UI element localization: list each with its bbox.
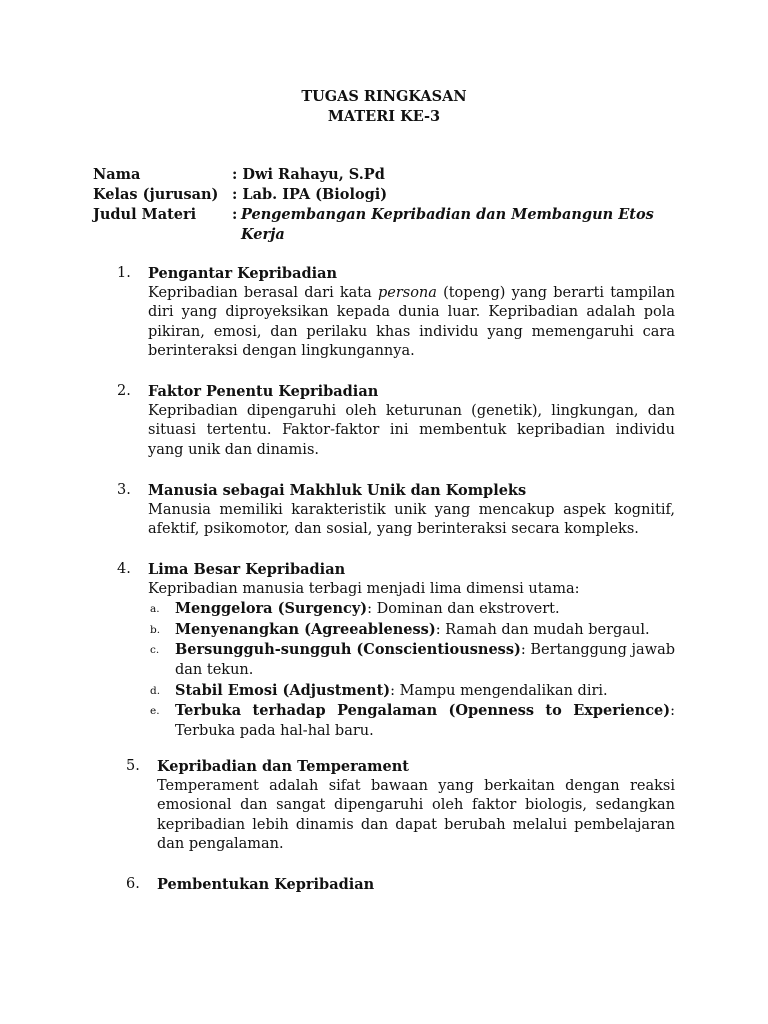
list-item: [150, 640, 675, 680]
item-letter: a.: [150, 603, 160, 616]
list-item: [150, 620, 675, 641]
list-item: [150, 681, 675, 702]
list-item: [150, 701, 675, 741]
judul-value-line1: Pengembangan Kepribadian dan Membangun Etos: [241, 206, 654, 223]
judul-value-line2: Kerja: [241, 226, 285, 243]
section-2: [117, 382, 675, 460]
kelas-value: : Lab. IPA (Biologi): [232, 186, 388, 203]
item-term: Menyenangkan (Agreeableness): [175, 620, 436, 638]
section-heading: Faktor Penentu Kepribadian: [148, 383, 379, 400]
big-five-list: [150, 599, 675, 741]
list-item: [150, 599, 675, 620]
section-number: 1.: [117, 265, 131, 281]
section-heading: Kepribadian dan Temperament: [157, 758, 409, 775]
section-body: Kepribadian manusia terbagi menjadi lima dimensi utama:: [148, 580, 580, 597]
item-desc: : Bertanggung jawab dan tekun.: [175, 642, 675, 678]
section-number: 4.: [117, 561, 131, 577]
item-term: Terbuka terhadap Pengalaman (Openness to Experience): [175, 702, 671, 720]
document-title: TUGAS RINGKASAN: [301, 88, 467, 105]
section-body: Manusia memiliki karakteristik unik yang mencakup aspek kognitif, afektif, psikomotor, dan sosial, yang berinteraksi secara kompleks.: [148, 501, 675, 538]
section-number: 2.: [117, 383, 131, 399]
section-number: 6.: [126, 876, 140, 892]
section-heading: Pengantar Kepribadian: [148, 265, 338, 282]
section-4: [117, 560, 675, 741]
section-heading: Pembentukan Kepribadian: [157, 876, 375, 893]
body-text: Kepribadian berasal dari kata: [148, 284, 378, 301]
document-subtitle: MATERI KE-3: [327, 108, 441, 125]
section-1: [117, 264, 675, 362]
item-term: Bersungguh-sungguh (Conscientiousness): [175, 641, 521, 659]
kelas-label: Kelas (jurusan): [93, 186, 219, 203]
item-desc: : Mampu mengendalikan diri.: [390, 682, 608, 699]
section-number: 3.: [117, 482, 131, 498]
section-body: [148, 284, 675, 362]
item-term: Stabil Emosi (Adjustment): [175, 681, 391, 699]
section-number: 5.: [126, 758, 140, 774]
section-body: Kepribadian dipengaruhi oleh keturunan (genetik), lingkungan, dan situasi tertentu. Faktor-faktor ini membentuk kepribadian individu yang unik dan dinamis.: [148, 402, 675, 458]
judul-label: Judul Materi: [93, 206, 197, 223]
section-5: [126, 757, 675, 855]
nama-label: Nama: [93, 166, 141, 183]
item-desc: : Terbuka pada hal-hal baru.: [175, 703, 675, 739]
item-letter: b.: [150, 623, 161, 636]
nama-value: : Dwi Rahayu, S.Pd: [232, 166, 385, 183]
judul-colon: :: [232, 206, 238, 223]
section-heading: Manusia sebagai Makhluk Unik dan Kompleks: [148, 482, 527, 499]
section-heading: Lima Besar Kepribadian: [148, 561, 346, 578]
item-letter: d.: [150, 684, 161, 697]
section-6: [126, 875, 675, 895]
item-desc: : Dominan dan ekstrovert.: [367, 601, 560, 618]
item-letter: e.: [150, 705, 160, 718]
item-term: Menggelora (Surgency): [175, 600, 368, 618]
item-desc: : Ramah dan mudah bergaul.: [435, 621, 650, 638]
section-3: [117, 481, 675, 540]
body-text: (topeng) yang berarti tampilan diri yang diproyeksikan kepada dunia luar. Kepribadian adalah pola pikiran, emosi, dan perilaku khas individu yang memengaruhi cara berinteraksi dengan lingkungannya.: [148, 284, 675, 360]
item-letter: c.: [150, 644, 160, 657]
section-body: Temperament adalah sifat bawaan yang berkaitan dengan reaksi emosional dan sangat dipengaruhi oleh faktor biologis, sedangkan kepribadian lebih dinamis dan dapat berubah melalui pembelajaran dan pengalaman.: [157, 777, 675, 853]
body-italic-term: persona: [377, 284, 437, 301]
